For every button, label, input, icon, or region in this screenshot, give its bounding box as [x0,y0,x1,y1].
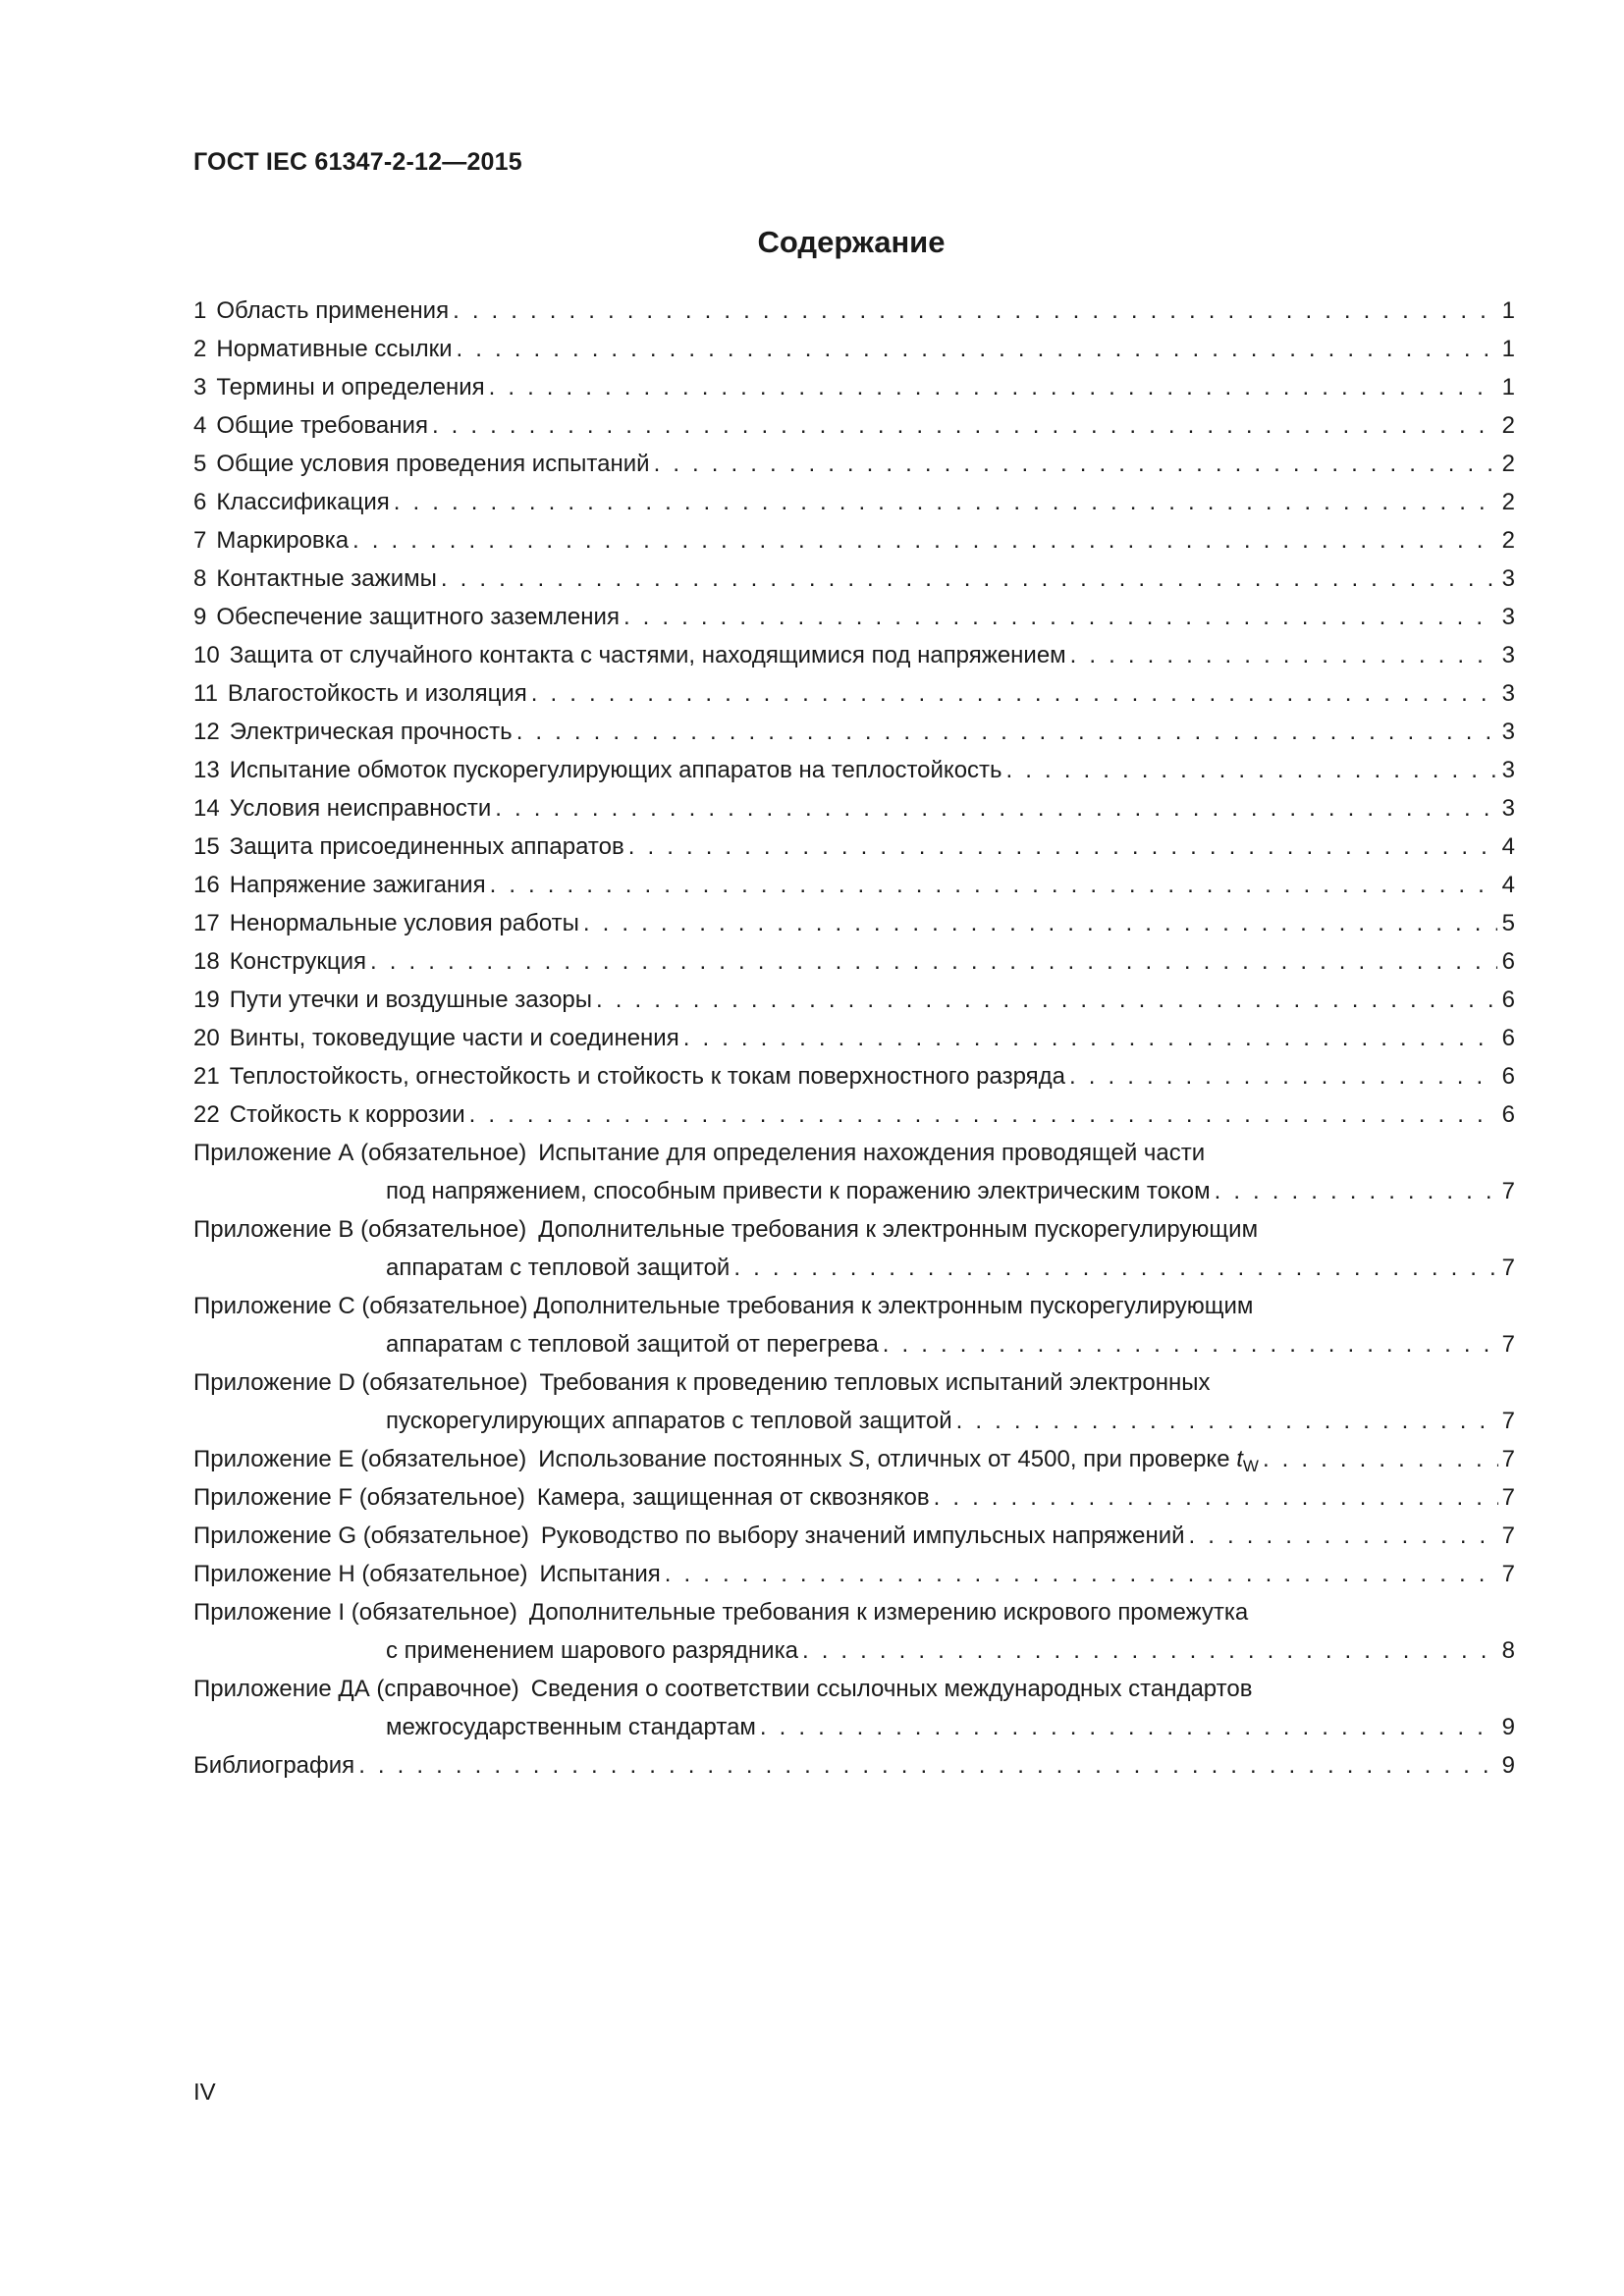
toc-leader [733,1249,1497,1287]
toc-label: Нормативные ссылки [216,336,453,362]
toc-label: Влагостойкость и изоляция [227,680,527,707]
toc-label: Электрическая прочность [229,719,513,745]
toc-page: 7 [1501,1408,1515,1434]
toc-leader [358,1746,1497,1785]
toc-page: 2 [1501,451,1515,477]
toc-num: 15 [193,833,220,860]
toc-annex-a[interactable] [193,1134,1515,1210]
toc-num: 19 [193,987,220,1013]
toc-num: 16 [193,872,220,898]
toc-entry-11[interactable] [193,674,1515,713]
toc-annex-d[interactable] [193,1363,1515,1440]
toc-page: 7 [1501,1178,1515,1204]
toc-leader [1006,751,1497,789]
document-code: ГОСТ IEC 61347-2-12—2015 [193,148,522,176]
toc-leader [760,1708,1498,1746]
annex-prefix: Приложение ДА (справочное) [193,1676,519,1702]
toc-leader [453,292,1497,330]
annex-title-part1: Использование постоянных [538,1446,849,1472]
toc-num: 5 [193,451,207,477]
toc-label: Ненормальные условия работы [229,910,579,936]
toc-entry-12[interactable] [193,713,1515,751]
toc-page: 4 [1501,872,1515,898]
toc-page: 7 [1501,1484,1515,1511]
toc-num: 21 [193,1063,220,1090]
annex-title-line1: Руководство по выбору значений импульсных напряжений [540,1522,1185,1549]
toc-page: 1 [1501,374,1515,400]
toc-annex-f[interactable] [193,1478,1515,1517]
annex-title-line2: пускорегулирующих аппаратов с тепловой защитой [386,1408,952,1434]
toc-leader [516,713,1497,751]
toc-leader [441,560,1497,598]
toc-page: 6 [1501,1063,1515,1090]
annex-var-s: S [848,1446,865,1472]
toc-annex-b[interactable] [193,1210,1515,1287]
toc-num: 3 [193,374,207,400]
toc-label: Защита присоединенных аппаратов [229,833,624,860]
toc-leader [352,521,1497,560]
toc-num: 11 [193,680,218,707]
toc-page: 2 [1501,489,1515,515]
toc-page: 3 [1501,680,1515,707]
toc-page: 2 [1501,412,1515,439]
toc-leader [1215,1172,1498,1210]
toc-page: 7 [1501,1561,1515,1587]
toc-label: Стойкость к коррозии [229,1101,465,1128]
toc-page: 7 [1501,1446,1515,1472]
toc-label: Защита от случайного контакта с частями, находящимися под напряжением [229,642,1066,668]
toc-page: 5 [1501,910,1515,936]
toc-leader [1189,1517,1498,1555]
toc-num: 1 [193,297,207,324]
toc-annex-g[interactable] [193,1517,1515,1555]
annex-title-line2: аппаратам с тепловой защитой от перегрева [386,1331,879,1358]
annex-title-line1: Требования к проведению тепловых испытаний электронных [539,1369,1211,1396]
page-number: IV [193,2079,216,2106]
toc-num: 17 [193,910,220,936]
toc-page: 6 [1501,1025,1515,1051]
toc-page: 2 [1501,527,1515,554]
annex-prefix: Приложение В (обязательное) [193,1216,527,1243]
toc-num: 18 [193,948,220,975]
table-of-contents [193,292,1515,1785]
toc-entry-13[interactable] [193,751,1515,789]
annex-prefix: Приложение Н (обязательное) [193,1561,528,1587]
toc-leader [495,789,1497,828]
toc-label: Конструкция [229,948,367,975]
toc-page: 9 [1501,1714,1515,1740]
toc-leader [654,445,1497,483]
toc-label: Классификация [216,489,390,515]
toc-annex-e[interactable] [193,1440,1515,1478]
toc-page: 6 [1501,1101,1515,1128]
toc-entry-5[interactable] [193,445,1515,483]
toc-page: 3 [1501,642,1515,668]
toc-num: 22 [193,1101,220,1128]
toc-entry-15[interactable] [193,828,1515,866]
toc-leader [802,1631,1498,1670]
annex-title-line1: Сведения о соответствии ссылочных международных стандартов [530,1676,1253,1702]
toc-leader [489,368,1497,406]
toc-page: 3 [1501,604,1515,630]
toc-annex-da[interactable] [193,1670,1515,1746]
toc-leader [457,330,1497,368]
toc-entry-20[interactable] [193,1019,1515,1057]
annex-var-t: t [1236,1446,1243,1472]
toc-page: 1 [1501,336,1515,362]
toc-label: Пути утечки и воздушные зазоры [229,987,593,1013]
toc-num: 14 [193,795,220,822]
annex-prefix: Приложение А (обязательное) [193,1140,527,1166]
toc-leader [394,483,1497,521]
annex-title-part2: , отличных от 4500, при проверке [864,1446,1237,1472]
annex-title-line2: под напряжением, способным привести к поражению электрическим током [386,1178,1211,1204]
annex-title-line1: Дополнительные требования к измерению искрового промежутка [528,1599,1249,1626]
toc-entry-6[interactable] [193,483,1515,521]
toc-label: Общие требования [216,412,428,439]
annex-title-line1: Испытание для определения нахождения проводящей части [538,1140,1206,1166]
toc-num: 4 [193,412,207,439]
toc-page: 1 [1501,297,1515,324]
toc-page: 8 [1501,1637,1515,1664]
toc-num: 2 [193,336,207,362]
toc-leader [1069,1057,1497,1095]
toc-num: 10 [193,642,220,668]
toc-label: Испытание обмоток пускорегулирующих аппаратов на теплостойкость [229,757,1002,783]
toc-title: Содержание [757,225,946,259]
toc-page: 7 [1501,1255,1515,1281]
toc-leader [665,1555,1498,1593]
annex-title-line1: Дополнительные требования к электронным пускорегулирующим [538,1216,1259,1243]
toc-entry-14[interactable] [193,789,1515,828]
toc-entry-9[interactable] [193,598,1515,636]
toc-entry-19[interactable] [193,981,1515,1019]
toc-leader [370,942,1497,981]
annex-title-line1: Испытания [539,1561,661,1587]
toc-page: 9 [1501,1752,1515,1779]
annex-title-line1: Камера, защищенная от сквозняков [536,1484,930,1511]
toc-num: 6 [193,489,207,515]
toc-leader [469,1095,1497,1134]
toc-page: 6 [1501,948,1515,975]
toc-page: 3 [1501,719,1515,745]
toc-label: Маркировка [216,527,350,554]
toc-label: Условия неисправности [229,795,492,822]
annex-title-line1: Дополнительные требования к электронным пускорегулирующим [533,1293,1254,1319]
toc-entry-1[interactable] [193,292,1515,330]
annex-prefix: Приложение G (обязательное) [193,1522,529,1549]
annex-prefix: Приложение Е (обязательное) [193,1446,527,1472]
annex-prefix: Приложение I (обязательное) [193,1599,517,1626]
toc-leader [1070,636,1497,674]
toc-page: 4 [1501,833,1515,860]
toc-leader [683,1019,1497,1057]
toc-entry-18[interactable] [193,942,1515,981]
toc-annex-c[interactable] [193,1287,1515,1363]
toc-num: 8 [193,565,207,592]
toc-label: Общие условия проведения испытаний [216,451,650,477]
toc-leader [596,981,1497,1019]
toc-page: 3 [1501,565,1515,592]
toc-leader [490,866,1497,904]
annex-title-line2: аппаратам с тепловой защитой [386,1255,731,1281]
toc-annex-h[interactable] [193,1555,1515,1593]
toc-label: Обеспечение защитного заземления [216,604,620,630]
toc-page: 6 [1501,987,1515,1013]
toc-page: 3 [1501,795,1515,822]
toc-label: Напряжение зажигания [229,872,486,898]
toc-num: 7 [193,527,207,554]
toc-label: Термины и определения [216,374,485,400]
toc-leader [883,1325,1498,1363]
toc-label: Область применения [216,297,450,324]
toc-entry-8[interactable] [193,560,1515,598]
toc-leader [1263,1440,1498,1478]
toc-leader [531,674,1497,713]
toc-label: Библиография [193,1752,355,1779]
toc-leader [623,598,1497,636]
toc-num: 9 [193,604,207,630]
toc-entry-17[interactable] [193,904,1515,942]
toc-entry-16[interactable] [193,866,1515,904]
toc-num: 12 [193,719,220,745]
toc-num: 13 [193,757,220,783]
toc-annex-i[interactable] [193,1593,1515,1670]
toc-label: Винты, токоведущие части и соединения [229,1025,679,1051]
toc-num: 20 [193,1025,220,1051]
toc-leader [628,828,1497,866]
toc-bibliography[interactable] [193,1746,1515,1785]
toc-entry-21[interactable] [193,1057,1515,1095]
toc-entry-7[interactable] [193,521,1515,560]
toc-leader [956,1402,1498,1440]
toc-entry-2[interactable] [193,330,1515,368]
annex-prefix: Приложение F (обязательное) [193,1484,525,1511]
annex-prefix: Приложение D (обязательное) [193,1369,528,1396]
toc-leader [583,904,1497,942]
toc-page: 3 [1501,757,1515,783]
toc-leader [934,1478,1498,1517]
toc-page: 7 [1501,1331,1515,1358]
toc-page: 7 [1501,1522,1515,1549]
toc-label: Контактные зажимы [216,565,437,592]
annex-title-line2: с применением шарового разрядника [386,1637,798,1664]
annex-var-sub: W [1242,1457,1259,1475]
annex-title-line2: межгосударственным стандартам [386,1714,756,1740]
toc-entry-22[interactable] [193,1095,1515,1134]
annex-prefix: Приложение С (обязательное) [193,1293,528,1319]
toc-entry-4[interactable] [193,406,1515,445]
toc-label: Теплостойкость, огнестойкость и стойкость к токам поверхностного разряда [229,1063,1066,1090]
toc-entry-3[interactable] [193,368,1515,406]
toc-entry-10[interactable] [193,636,1515,674]
toc-leader [432,406,1497,445]
